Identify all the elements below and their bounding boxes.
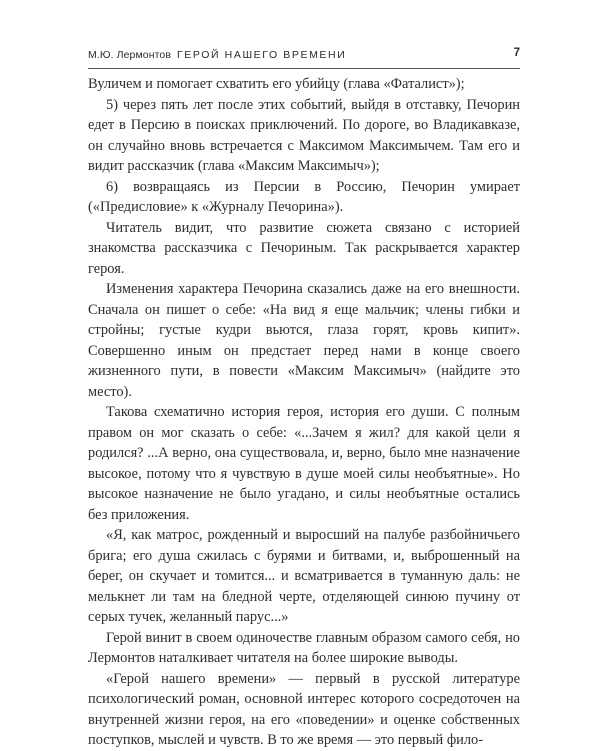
paragraph-continued: «Герой нашего времени» — первый в русской литературе психологический роман, основной интерес которого сосредоточен на внутренней жизни героя, на его «поведении» и оценке собственных поступков, мыслей и чувств. В то же время — это первый фило-	[88, 670, 520, 748]
paragraph: Герой винит в своем одиночестве главным образом самого себя, но Лермонтов наталкивает читателя на более широкие выводы.	[88, 629, 520, 666]
paragraph: 5) через пять лет после этих событий, выйдя в отставку, Печорин едет в Персию в поисках приключений. По дороге, во Владикавказе, он случайно вновь встречается с Максимом Максимычем. Там его и видит рассказчик (глава «Максим Максимыч»);	[88, 96, 520, 174]
quotation-paragraph: «Я, как матрос, рожденный и выросший на палубе разбойничьего брига; его душа сжилась с бурями и битвами, и, выброшенный на берег, он скучает и томится... и всматривается в туманную даль: не мелькнет ли там на бледной черте, отделяющей синюю пучину от серых тучек, желанный парус...»	[88, 527, 520, 625]
header-divider	[88, 68, 520, 69]
paragraph: Такова схематично история героя, история его души. С полным правом он мог сказать о себе: «...Зачем я жил? для какой цели я родился? ...А верно, она существовала, и, верно, было мне назначение высокое, потому что я чувствую в душе моей силы необъятные». Но высокое назначение не было угадано, и силы необъятные остались без приложения.	[88, 404, 520, 523]
body-text	[88, 74, 520, 751]
header-book-title: ГЕРОЙ НАШЕГО ВРЕМЕНИ	[176, 49, 347, 61]
paragraph-continuation: Вуличем и помогает схватить его убийцу (глава «Фаталист»);	[88, 76, 465, 92]
paragraph: Изменения характера Печорина сказались даже на его внешности. Сначала он пишет о себе: «На вид я еще мальчик; члены гибки и стройны; густые кудри вьются, глаза горят, кровь кипит». Совершенно иным он предстает перед нами в конце своего жизненного пути, в повести «Максим Максимыч» (найдите это место).	[88, 281, 520, 400]
header-author: М.Ю. Лермонтов	[88, 49, 172, 61]
page-number: 7	[513, 47, 520, 59]
running-header	[88, 49, 408, 67]
paragraph: Читатель видит, что развитие сюжета связано с историей знакомства рассказчика с Печориным. Так раскрывается характер героя.	[88, 219, 520, 277]
paragraph: 6) возвращаясь из Персии в Россию, Печорин умирает («Предисловие» к «Журналу Печорина»).	[88, 178, 520, 215]
